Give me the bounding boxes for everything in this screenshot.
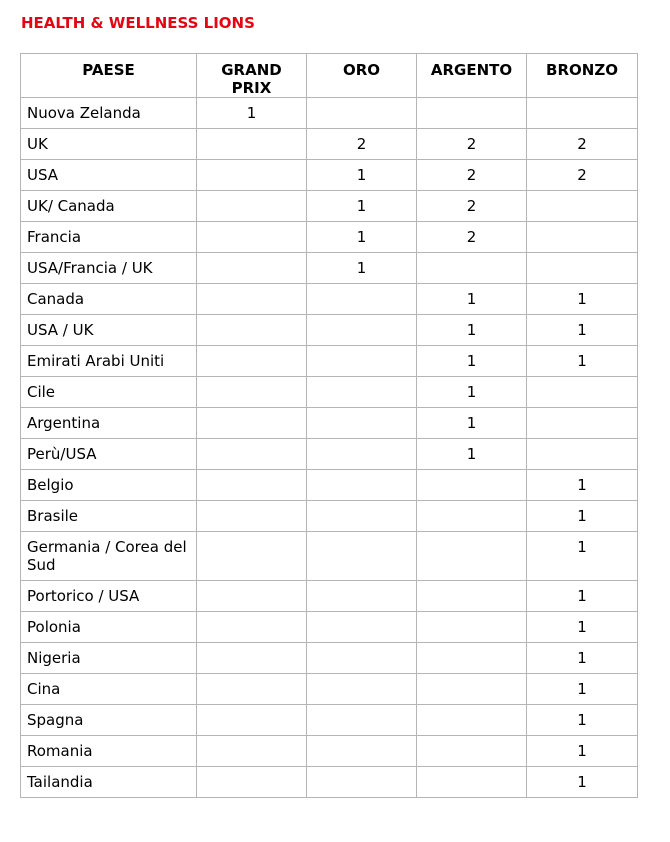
table-row [21,705,638,736]
bronzo-cell: 1 [527,767,638,798]
argento-cell: 1 [417,284,527,315]
table-row [21,253,638,284]
country-cell: Spagna [21,705,197,736]
argento-cell [417,612,527,643]
grand-prix-cell [197,408,307,439]
column-header-bronzo: BRONZO [527,54,638,98]
table-row [21,643,638,674]
table-row [21,315,638,346]
argento-cell [417,736,527,767]
bronzo-cell [527,408,638,439]
country-cell: Francia [21,222,197,253]
column-header-paese: PAESE [21,54,197,98]
argento-cell [417,253,527,284]
oro-cell: 1 [307,222,417,253]
argento-cell [417,643,527,674]
table-row [21,129,638,160]
argento-cell [417,767,527,798]
argento-cell: 2 [417,191,527,222]
bronzo-cell [527,98,638,129]
table-row [21,501,638,532]
grand-prix-cell [197,222,307,253]
country-cell: Germania / Corea del Sud [21,532,197,581]
argento-cell [417,470,527,501]
country-cell: USA/Francia / UK [21,253,197,284]
oro-cell: 1 [307,160,417,191]
country-cell: USA [21,160,197,191]
country-cell: Tailandia [21,767,197,798]
bronzo-cell: 1 [527,501,638,532]
country-cell: Nigeria [21,643,197,674]
argento-cell: 1 [417,346,527,377]
table-row [21,191,638,222]
country-cell: Brasile [21,501,197,532]
oro-cell [307,377,417,408]
country-cell: Cile [21,377,197,408]
argento-cell: 2 [417,129,527,160]
country-cell: Emirati Arabi Uniti [21,346,197,377]
country-cell: Argentina [21,408,197,439]
oro-cell: 1 [307,253,417,284]
country-cell: Cina [21,674,197,705]
bronzo-cell: 1 [527,674,638,705]
grand-prix-cell [197,284,307,315]
country-cell: Polonia [21,612,197,643]
country-cell: Belgio [21,470,197,501]
table-row [21,98,638,129]
grand-prix-cell [197,346,307,377]
oro-cell [307,581,417,612]
grand-prix-cell [197,129,307,160]
table-row [21,377,638,408]
grand-prix-cell [197,470,307,501]
argento-cell: 2 [417,160,527,191]
country-cell: Perù/USA [21,439,197,470]
grand-prix-cell [197,501,307,532]
grand-prix-cell [197,377,307,408]
bronzo-cell [527,377,638,408]
medal-table [20,53,638,798]
table-row [21,408,638,439]
grand-prix-cell [197,736,307,767]
country-cell: UK [21,129,197,160]
oro-cell: 1 [307,191,417,222]
oro-cell [307,439,417,470]
grand-prix-cell [197,160,307,191]
bronzo-cell: 2 [527,160,638,191]
grand-prix-cell [197,767,307,798]
argento-cell [417,98,527,129]
bronzo-cell: 1 [527,612,638,643]
argento-cell: 1 [417,408,527,439]
country-cell: UK/ Canada [21,191,197,222]
grand-prix-cell [197,532,307,581]
table-row [21,767,638,798]
table-row [21,581,638,612]
oro-cell [307,284,417,315]
oro-cell [307,315,417,346]
grand-prix-cell [197,191,307,222]
grand-prix-cell [197,612,307,643]
table-body [21,98,638,798]
bronzo-cell: 1 [527,581,638,612]
argento-cell [417,581,527,612]
bronzo-cell: 2 [527,129,638,160]
document-title: HEALTH & WELLNESS LIONS [21,14,255,32]
grand-prix-cell [197,581,307,612]
table-row [21,674,638,705]
grand-prix-cell [197,643,307,674]
grand-prix-cell: 1 [197,98,307,129]
oro-cell [307,532,417,581]
country-cell: Canada [21,284,197,315]
bronzo-cell [527,191,638,222]
grand-prix-cell [197,315,307,346]
grand-prix-cell [197,705,307,736]
bronzo-cell: 1 [527,284,638,315]
oro-cell [307,736,417,767]
oro-cell [307,705,417,736]
table-row [21,222,638,253]
argento-cell [417,674,527,705]
country-cell: Romania [21,736,197,767]
country-cell: USA / UK [21,315,197,346]
oro-cell [307,346,417,377]
oro-cell: 2 [307,129,417,160]
oro-cell [307,408,417,439]
bronzo-cell: 1 [527,346,638,377]
oro-cell [307,643,417,674]
table-row [21,470,638,501]
bronzo-cell [527,253,638,284]
argento-cell: 1 [417,377,527,408]
oro-cell [307,501,417,532]
oro-cell [307,767,417,798]
column-header-oro: ORO [307,54,417,98]
oro-cell [307,98,417,129]
argento-cell [417,705,527,736]
table-row [21,160,638,191]
oro-cell [307,470,417,501]
bronzo-cell: 1 [527,315,638,346]
table-row [21,532,638,581]
argento-cell: 1 [417,315,527,346]
bronzo-cell [527,439,638,470]
grand-prix-cell [197,439,307,470]
bronzo-cell: 1 [527,470,638,501]
grand-prix-cell [197,674,307,705]
table-row [21,612,638,643]
argento-cell [417,501,527,532]
bronzo-cell: 1 [527,705,638,736]
argento-cell: 2 [417,222,527,253]
country-cell: Portorico / USA [21,581,197,612]
grand-prix-cell [197,253,307,284]
table-row [21,439,638,470]
table-row [21,284,638,315]
oro-cell [307,612,417,643]
argento-cell: 1 [417,439,527,470]
bronzo-cell: 1 [527,736,638,767]
column-header-grand-prix: GRAND PRIX [197,54,307,98]
oro-cell [307,674,417,705]
column-header-argento: ARGENTO [417,54,527,98]
country-cell: Nuova Zelanda [21,98,197,129]
table-row [21,346,638,377]
bronzo-cell [527,222,638,253]
table-header-row [21,54,638,98]
bronzo-cell: 1 [527,643,638,674]
bronzo-cell: 1 [527,532,638,581]
table-row [21,736,638,767]
argento-cell [417,532,527,581]
